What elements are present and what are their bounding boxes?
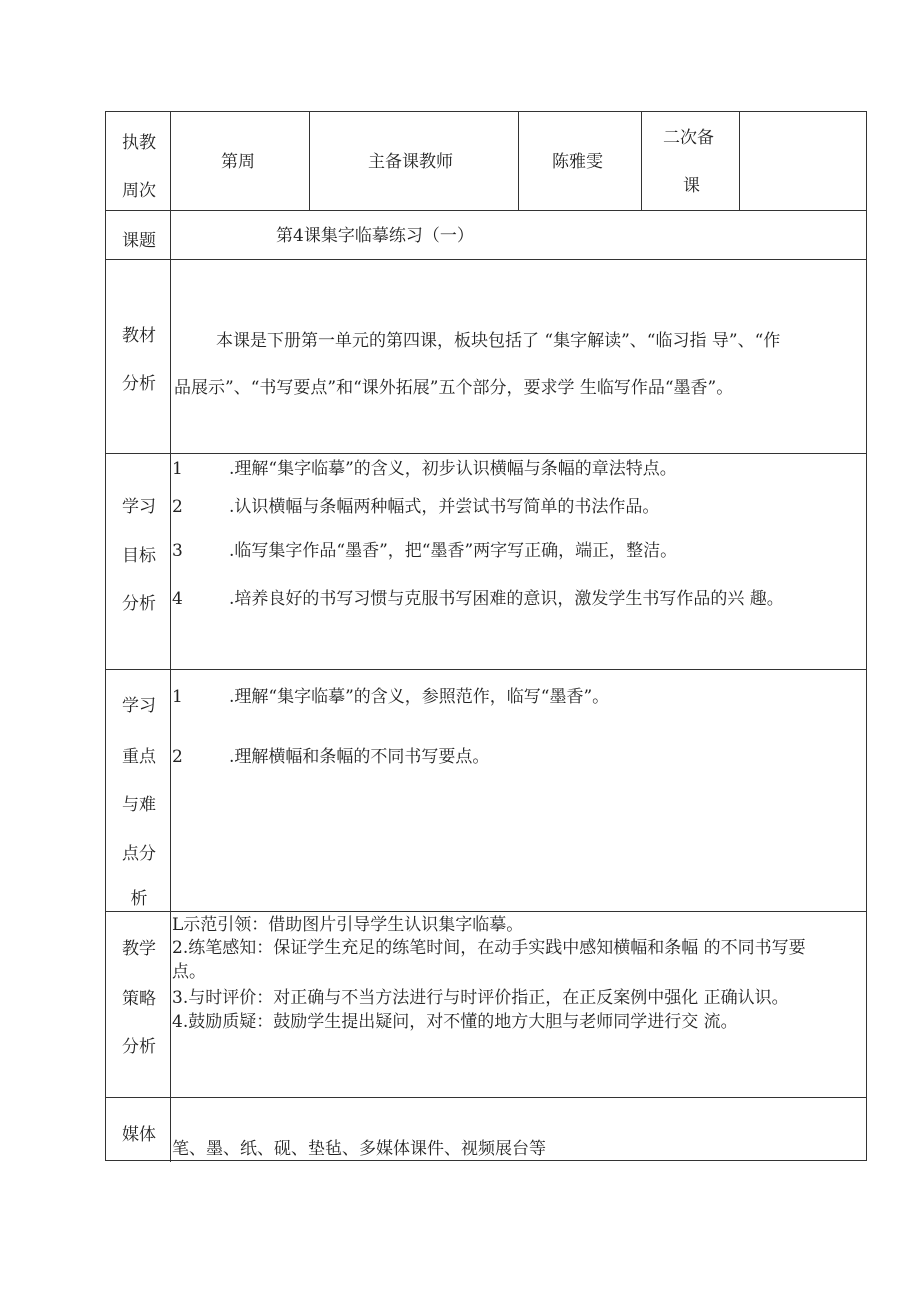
main-teacher-name: 陈雅雯 xyxy=(552,152,603,172)
strategy-line: 2.练笔感知：保证学生充足的练笔时间，在动手实践中感知横幅和条幅 的不同书写要 xyxy=(172,938,806,958)
objective-text: .认识横幅与条幅两种幅式，并尝试书写简单的书法作品。 xyxy=(229,497,660,517)
row-divider xyxy=(106,259,866,260)
objective-num: 3 xyxy=(172,541,183,561)
objective-text: .培养良好的书写习惯与克服书写困难的意识，激发学生书写作品的兴 趣。 xyxy=(229,589,784,609)
key-point-num: 2 xyxy=(172,747,183,767)
key-point-num: 1 xyxy=(172,687,183,707)
row-divider xyxy=(106,1097,866,1098)
objective-num: 4 xyxy=(172,589,183,609)
header-column-divider xyxy=(309,112,310,210)
media-value: 笔、墨、纸、砚、垫毡、多媒体课件、视频展台等 xyxy=(172,1139,546,1159)
topic-value: 第4课集字临摹练习（一） xyxy=(276,226,474,246)
material-line-2: 品展示”、“书写要点”和“课外拓展”五个部分，要求学 生临写作品“墨香”。 xyxy=(174,378,734,398)
objective-text: .临写集字作品“墨香”，把“墨香”两字写正确，端正，整洁。 xyxy=(229,541,678,561)
row-divider xyxy=(106,911,866,912)
key-point-text: .理解横幅和条幅的不同书写要点。 xyxy=(229,747,490,767)
header-column-divider xyxy=(518,112,519,210)
second-prep-label-line2: 课 xyxy=(683,176,700,196)
objective-num: 1 xyxy=(172,459,183,479)
strategy-line: 点。 xyxy=(172,962,206,982)
strategy-line: 4.鼓励质疑：鼓励学生提出疑问，对不懂的地方大胆与老师同学进行交 流。 xyxy=(172,1012,738,1032)
header-column-divider xyxy=(739,112,740,210)
row-divider xyxy=(106,453,866,454)
lesson-plan-table: 执教 周次 第周 主备课教师 陈雅雯 二次备 课 课题 第4课集字临摹练习（一） 教材 分析 本课是下册第一单元的第四课，板块包括了 “集字解读”、“临习指 导”、“作 品展示”、“书写要点”和“课外拓展”五个部分，要求学 生临写作品“墨香”。 学习 目标 分析 1 .理解“集字临摹”的含义，初步认识横幅与条幅的章法特点。 2 .认识横幅与条幅两种幅式，并尝试书写简单的书法作品。 3 .临写集字作品“墨香”，把“墨香”两字写正确，端正，整洁。 4 .培养良好的书写习惯与克服书写困难的意识，激发学生书写作品的兴 趣。 学习 重点 与难 点分 析 1 .理解“集字临摹”的含义，参照范作，临写“墨香”。 2 .理解横幅和条幅的不同书写要点。 教学 策略 分析 L示范引领：借助图片引导学生认识集字临摹。 2.练笔感知：保证学生充足的练笔时间，在动手实践中感知横幅和条幅 的不同书写要 点。 3.与时评价：对正确与不当方法进行与时评价指正，在正反案例中强化 正确认识。 4.鼓励质疑：鼓励学生提出疑问，对不懂的地方大胆与老师同学进行交 流。 媒体 笔、墨、纸、砚、垫毡、多媒体课件、视频展台等 xyxy=(105,111,867,1161)
strategy-line: 3.与时评价：对正确与不当方法进行与时评价指正，在正反案例中强化 正确认识。 xyxy=(172,988,789,1008)
header-column-divider xyxy=(641,112,642,210)
objective-text: .理解“集字临摹”的含义，初步认识横幅与条幅的章法特点。 xyxy=(229,459,677,479)
material-line-1: 本课是下册第一单元的第四课，板块包括了 “集字解读”、“临习指 导”、“作 xyxy=(216,331,781,351)
row-divider xyxy=(106,669,866,670)
week-value: 第周 xyxy=(221,152,255,172)
second-prep-label-line1: 二次备 xyxy=(663,128,714,148)
strategy-line: L示范引领：借助图片引导学生认识集字临摹。 xyxy=(172,915,524,935)
key-point-text: .理解“集字临摹”的含义，参照范作，临写“墨香”。 xyxy=(229,687,610,707)
main-teacher-label: 主备课教师 xyxy=(368,152,453,172)
objective-num: 2 xyxy=(172,497,183,517)
row-divider xyxy=(106,210,866,211)
